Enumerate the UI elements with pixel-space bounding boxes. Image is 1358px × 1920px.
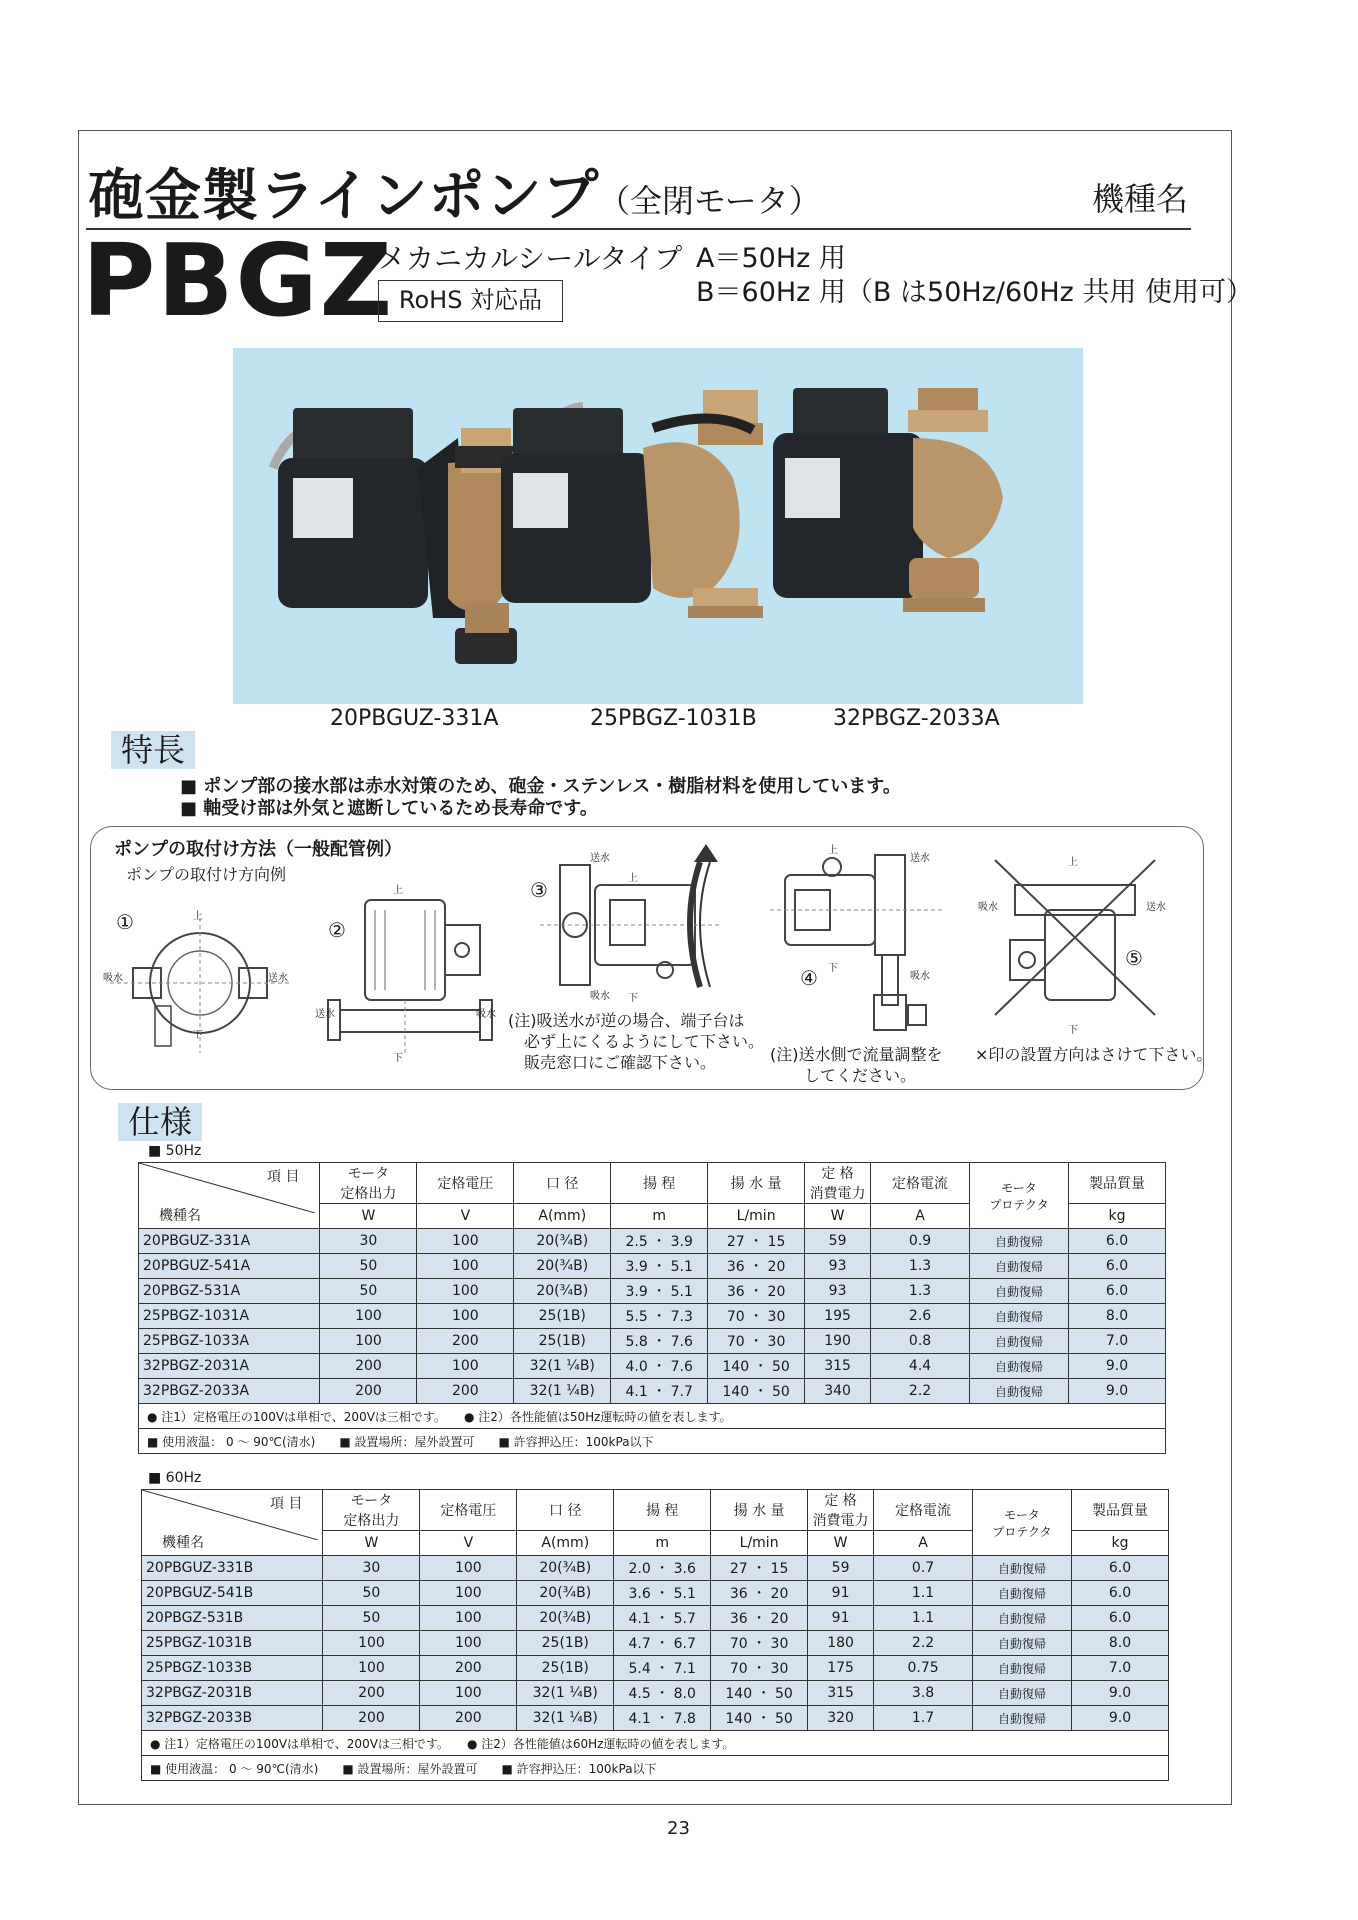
spec-cell: 6.0 <box>1069 1279 1166 1304</box>
spec-cell: 200 <box>323 1681 420 1706</box>
pump-illustration-3 <box>773 388 1003 612</box>
spec-cell: 9.0 <box>1069 1354 1166 1379</box>
spec-cell: 自動復帰 <box>973 1656 1072 1681</box>
spec-cell: 2.5 ・ 3.9 <box>611 1229 708 1254</box>
spec-cell: 100 <box>323 1631 420 1656</box>
spec-cell: 36 ・ 20 <box>711 1606 808 1631</box>
label-down-3: 下 <box>628 993 638 1004</box>
spec-cell: 70 ・ 30 <box>711 1656 808 1681</box>
seal-type: メカニカルシールタイプ <box>378 242 683 275</box>
model-cell: 25PBGZ-1031A <box>139 1304 320 1329</box>
spec-cell: 36 ・ 20 <box>708 1279 805 1304</box>
spec-cell: 4.0 ・ 7.6 <box>611 1354 708 1379</box>
label-up-2: 上 <box>393 885 403 896</box>
spec-cell: 5.4 ・ 7.1 <box>614 1656 711 1681</box>
install-num-1: ① <box>116 910 134 934</box>
model-cell: 32PBGZ-2031B <box>142 1681 323 1706</box>
spec-cell: 2.2 <box>871 1379 970 1404</box>
page-title: 砲金製ラインポンプ <box>88 164 600 229</box>
flow-header: 揚 水 量 <box>711 1490 808 1531</box>
bore-header: 口 径 <box>517 1490 614 1531</box>
bore-header: 口 径 <box>514 1163 611 1204</box>
spec-cell: 2.2 <box>874 1631 973 1656</box>
protector-header: モータ <box>1004 1507 1040 1522</box>
spec-cell: 32(1 ¼B) <box>514 1379 611 1404</box>
spec-cell: 0.8 <box>871 1329 970 1354</box>
spec-cell: 0.9 <box>871 1229 970 1254</box>
spec-cell: 93 <box>805 1254 871 1279</box>
install-num-4: ④ <box>800 966 818 990</box>
spec-cell: 315 <box>808 1681 874 1706</box>
install-note-3-line2: 必ず上にくるようにして下さい。 <box>524 1032 765 1051</box>
table-row <box>142 1656 1169 1681</box>
photo-caption-3: 32PBGZ-2033A <box>833 706 1000 731</box>
table-row <box>142 1681 1169 1706</box>
table-row <box>139 1329 1166 1354</box>
unit-cell: kg <box>1069 1204 1166 1229</box>
install-num-5: ⑤ <box>1125 946 1143 970</box>
model-cell: 20PBGUZ-331B <box>142 1556 323 1581</box>
spec-cell: 9.0 <box>1072 1706 1169 1731</box>
spec-cell: 180 <box>808 1631 874 1656</box>
spec-cell: 200 <box>420 1706 517 1731</box>
spec-cell: 自動復帰 <box>973 1581 1072 1606</box>
spec-cell: 9.0 <box>1069 1379 1166 1404</box>
spec-cell: 6.0 <box>1072 1581 1169 1606</box>
spec-cell: 59 <box>805 1229 871 1254</box>
unit-cell: L/min <box>711 1531 808 1556</box>
spec-cell: 100 <box>417 1254 514 1279</box>
voltage-header: 定格電圧 <box>420 1490 517 1531</box>
unit-cell: m <box>611 1204 708 1229</box>
spec-cell: 100 <box>420 1681 517 1706</box>
spec-cell: 自動復帰 <box>973 1681 1072 1706</box>
unit-cell: W <box>323 1531 420 1556</box>
spec-cell: 315 <box>805 1354 871 1379</box>
model-header: 機種名 <box>159 1208 201 1224</box>
freq-a-note: A＝50Hz 用 <box>696 243 846 274</box>
motor-output-header: モータ <box>350 1493 393 1509</box>
pump-illustration-2 <box>501 390 763 618</box>
spec-cell: 20(¾B) <box>517 1606 614 1631</box>
spec-cell: 140 ・ 50 <box>708 1379 805 1404</box>
rotation-arrow <box>680 842 730 992</box>
rohs-badge: RoHS 対応品 <box>378 280 563 322</box>
table-row <box>139 1229 1166 1254</box>
protector-header-2: プロテクタ <box>989 1197 1049 1212</box>
label-down-2: 下 <box>393 1053 403 1064</box>
model-cell: 20PBGUZ-541B <box>142 1581 323 1606</box>
spec-cell: 3.8 <box>874 1681 973 1706</box>
spec-cell: 93 <box>805 1279 871 1304</box>
spec-cell: 3.6 ・ 5.1 <box>614 1581 711 1606</box>
spec-cell: 3.9 ・ 5.1 <box>611 1279 708 1304</box>
unit-cell: W <box>805 1204 871 1229</box>
model-cell: 20PBGZ-531B <box>142 1606 323 1631</box>
spec-cell: 4.1 ・ 7.8 <box>614 1706 711 1731</box>
spec-cell: 50 <box>323 1581 420 1606</box>
spec-cell: 2.0 ・ 3.6 <box>614 1556 711 1581</box>
feature-item-2: ■ 軸受け部は外気と遮断しているため長寿命です。 <box>180 798 598 819</box>
install-note-4-line1: (注)送水側で流量調整を <box>770 1045 943 1064</box>
install-num-2: ② <box>328 918 346 942</box>
table-row <box>139 1254 1166 1279</box>
spec-cell: 1.1 <box>874 1581 973 1606</box>
label-up-5: 上 <box>1068 857 1078 868</box>
spec-cell: 27 ・ 15 <box>708 1229 805 1254</box>
spec-cell: 1.3 <box>871 1279 970 1304</box>
spec-cell: 25(1B) <box>517 1656 614 1681</box>
table-body-60hz <box>142 1556 1169 1731</box>
label-discharge-1: 送水 <box>268 973 288 984</box>
table-row <box>142 1556 1169 1581</box>
spec-cell: 3.9 ・ 5.1 <box>611 1254 708 1279</box>
model-cell: 32PBGZ-2033B <box>142 1706 323 1731</box>
item-header: 項 目 <box>267 1169 300 1185</box>
spec-cell: 20(¾B) <box>517 1581 614 1606</box>
model-label: 機種名 <box>1092 180 1189 218</box>
label-up-3: 上 <box>628 873 638 884</box>
spec-cell: 100 <box>323 1656 420 1681</box>
spec-cell: 30 <box>320 1229 417 1254</box>
voltage-header: 定格電圧 <box>417 1163 514 1204</box>
spec-cell: 25(1B) <box>514 1329 611 1354</box>
motor-output-header: モータ <box>347 1166 390 1182</box>
install-diagram-2 <box>320 880 500 1060</box>
model-cell: 25PBGZ-1031B <box>142 1631 323 1656</box>
unit-cell: A <box>874 1531 973 1556</box>
page-number: 23 <box>667 1818 690 1839</box>
table-row <box>139 1279 1166 1304</box>
feature-item-1: ■ ポンプ部の接水部は赤水対策のため、砲金・ステンレス・樹脂材料を使用しています。 <box>180 776 901 797</box>
spec-cell: 59 <box>808 1556 874 1581</box>
current-header: 定格電流 <box>874 1490 973 1531</box>
spec-cell: 70 ・ 30 <box>708 1304 805 1329</box>
spec-cell: 20(¾B) <box>514 1229 611 1254</box>
product-photo <box>233 348 1083 704</box>
spec-cell: 8.0 <box>1072 1631 1169 1656</box>
label-up-4: 上 <box>828 845 838 856</box>
current-header: 定格電流 <box>871 1163 970 1204</box>
label-suction-4: 吸水 <box>910 971 930 982</box>
spec-cell: 自動復帰 <box>970 1304 1069 1329</box>
spec-cell: 自動復帰 <box>970 1379 1069 1404</box>
spec-cell: 20(¾B) <box>517 1556 614 1581</box>
power-header-2: 消費電力 <box>809 1186 866 1202</box>
spec-cell: 100 <box>417 1279 514 1304</box>
table-note-60hz-1: ● 注1）定格電圧の100Vは単相で、200Vは三相です。 ● 注2）各性能値は60Hz運転時の値を表します。 <box>142 1731 1169 1756</box>
spec-cell: 50 <box>320 1254 417 1279</box>
spec-cell: 200 <box>417 1329 514 1354</box>
spec-cell: 1.7 <box>874 1706 973 1731</box>
spec-cell: 200 <box>417 1379 514 1404</box>
spec-cell: 自動復帰 <box>970 1279 1069 1304</box>
item-header: 項 目 <box>270 1496 303 1512</box>
label-down-4: 下 <box>828 963 838 974</box>
spec-cell: 100 <box>420 1581 517 1606</box>
power-header-2: 消費電力 <box>812 1513 869 1529</box>
protector-header-2: プロテクタ <box>992 1524 1052 1539</box>
table-row <box>142 1631 1169 1656</box>
spec-cell: 6.0 <box>1072 1556 1169 1581</box>
features-heading: 特長 <box>111 731 195 769</box>
spec-cell: 25(1B) <box>517 1631 614 1656</box>
unit-cell: V <box>420 1531 517 1556</box>
unit-cell: A <box>871 1204 970 1229</box>
spec-cell: 100 <box>420 1556 517 1581</box>
model-cell: 32PBGZ-2031A <box>139 1354 320 1379</box>
spec-cell: 自動復帰 <box>973 1631 1072 1656</box>
series-name: PBGZ <box>82 222 395 339</box>
label-discharge-5: 送水 <box>1146 902 1166 913</box>
spec-cell: 6.0 <box>1069 1254 1166 1279</box>
unit-cell: W <box>808 1531 874 1556</box>
spec-cell: 自動復帰 <box>970 1354 1069 1379</box>
spec-cell: 20(¾B) <box>514 1279 611 1304</box>
model-cell: 25PBGZ-1033A <box>139 1329 320 1354</box>
head-header: 揚 程 <box>611 1163 708 1204</box>
head-header: 揚 程 <box>614 1490 711 1531</box>
unit-cell: kg <box>1072 1531 1169 1556</box>
photo-caption-2: 25PBGZ-1031B <box>590 706 757 731</box>
table-note-50hz-2: ■ 使用液温： 0 ～ 90℃(清水) ■ 設置場所：屋外設置可 ■ 許容押込圧：100kPa以下 <box>139 1429 1166 1454</box>
spec-cell: 自動復帰 <box>973 1706 1072 1731</box>
freq-b-note: B＝60Hz 用（B は50Hz/60Hz 共用 使用可） <box>696 277 1253 308</box>
spec-cell: 50 <box>320 1279 417 1304</box>
flow-header: 揚 水 量 <box>708 1163 805 1204</box>
label-suction-1: 吸水 <box>103 973 123 984</box>
spec-cell: 340 <box>805 1379 871 1404</box>
label-discharge-3: 送水 <box>590 853 610 864</box>
spec-cell: 自動復帰 <box>970 1229 1069 1254</box>
table-row <box>139 1304 1166 1329</box>
installation-subtitle: ポンプの取付け方向例 <box>126 865 287 884</box>
spec-cell: 32(1 ¼B) <box>514 1354 611 1379</box>
spec-cell: 91 <box>808 1606 874 1631</box>
spec-cell: 4.5 ・ 8.0 <box>614 1681 711 1706</box>
model-header: 機種名 <box>162 1535 204 1551</box>
unit-cell: V <box>417 1204 514 1229</box>
spec-cell: 4.1 ・ 5.7 <box>614 1606 711 1631</box>
table-50hz-label: ■ 50Hz <box>148 1143 202 1159</box>
spec-cell: 200 <box>420 1656 517 1681</box>
spec-cell: 8.0 <box>1069 1304 1166 1329</box>
motor-output-header-2: 定格出力 <box>343 1513 400 1529</box>
label-down-1: 下 <box>193 1030 203 1041</box>
table-row <box>139 1379 1166 1404</box>
label-suction-5: 吸水 <box>978 902 998 913</box>
spec-cell: 1.1 <box>874 1606 973 1631</box>
table-row <box>142 1581 1169 1606</box>
model-cell: 20PBGZ-531A <box>139 1279 320 1304</box>
spec-cell: 195 <box>805 1304 871 1329</box>
spec-table-60hz <box>141 1489 1169 1781</box>
spec-cell: 4.4 <box>871 1354 970 1379</box>
unit-cell: m <box>614 1531 711 1556</box>
unit-cell: L/min <box>708 1204 805 1229</box>
spec-cell: 4.7 ・ 6.7 <box>614 1631 711 1656</box>
install-note-3-line1: (注)吸送水が逆の場合、端子台は <box>508 1011 745 1030</box>
spec-cell: 32(1 ¼B) <box>517 1681 614 1706</box>
spec-cell: 320 <box>808 1706 874 1731</box>
unit-cell: W <box>320 1204 417 1229</box>
photo-caption-1: 20PBGUZ-331A <box>330 706 499 731</box>
label-suction-2: 吸水 <box>476 1009 496 1020</box>
label-discharge-2: 送水 <box>315 1009 335 1020</box>
spec-cell: 27 ・ 15 <box>711 1556 808 1581</box>
install-note-3-line3: 販売窓口にご確認下さい。 <box>524 1053 717 1072</box>
install-note-4-line2: してください。 <box>804 1066 917 1085</box>
spec-cell: 200 <box>323 1706 420 1731</box>
unit-cell: A(mm) <box>514 1204 611 1229</box>
power-header: 定 格 <box>821 1166 854 1182</box>
spec-cell: 100 <box>417 1304 514 1329</box>
spec-cell: 70 ・ 30 <box>708 1329 805 1354</box>
spec-cell: 0.75 <box>874 1656 973 1681</box>
weight-header: 製品質量 <box>1072 1490 1169 1531</box>
power-header: 定 格 <box>824 1493 857 1509</box>
spec-cell: 70 ・ 30 <box>711 1631 808 1656</box>
spec-cell: 140 ・ 50 <box>711 1681 808 1706</box>
label-discharge-4: 送水 <box>910 853 930 864</box>
specs-heading: 仕様 <box>118 1103 202 1141</box>
install-num-3: ③ <box>530 878 548 902</box>
protector-header: モータ <box>1001 1180 1037 1195</box>
label-down-5: 下 <box>1068 1025 1078 1036</box>
spec-cell: 100 <box>320 1329 417 1354</box>
model-cell: 20PBGUZ-541A <box>139 1254 320 1279</box>
spec-cell: 100 <box>420 1631 517 1656</box>
spec-cell: 32(1 ¼B) <box>517 1706 614 1731</box>
spec-cell: 175 <box>808 1656 874 1681</box>
spec-cell: 自動復帰 <box>973 1606 1072 1631</box>
unit-cell: A(mm) <box>517 1531 614 1556</box>
install-diagram-5 <box>985 855 1165 1025</box>
spec-cell: 200 <box>320 1354 417 1379</box>
spec-cell: 4.1 ・ 7.7 <box>611 1379 708 1404</box>
label-up-1: 上 <box>193 911 203 922</box>
table-row <box>142 1606 1169 1631</box>
spec-cell: 140 ・ 50 <box>708 1354 805 1379</box>
spec-cell: 6.0 <box>1069 1229 1166 1254</box>
spec-cell: 6.0 <box>1072 1606 1169 1631</box>
spec-cell: 36 ・ 20 <box>711 1581 808 1606</box>
spec-cell: 2.6 <box>871 1304 970 1329</box>
installation-title: ポンプの取付け方法（一般配管例） <box>114 839 402 860</box>
spec-cell: 100 <box>420 1606 517 1631</box>
spec-cell: 100 <box>417 1354 514 1379</box>
spec-cell: 7.0 <box>1072 1656 1169 1681</box>
spec-cell: 自動復帰 <box>973 1556 1072 1581</box>
spec-cell: 25(1B) <box>514 1304 611 1329</box>
table-60hz-label: ■ 60Hz <box>148 1470 202 1486</box>
motor-output-header-2: 定格出力 <box>340 1186 397 1202</box>
spec-cell: 1.3 <box>871 1254 970 1279</box>
table-note-60hz-2: ■ 使用液温： 0 ～ 90℃(清水) ■ 設置場所：屋外設置可 ■ 許容押込圧：100kPa以下 <box>142 1756 1169 1781</box>
table-note-50hz-1: ● 注1）定格電圧の100Vは単相で、200Vは三相です。 ● 注2）各性能値は50Hz運転時の値を表します。 <box>139 1404 1166 1429</box>
spec-cell: 0.7 <box>874 1556 973 1581</box>
spec-cell: 36 ・ 20 <box>708 1254 805 1279</box>
spec-cell: 30 <box>323 1556 420 1581</box>
model-cell: 25PBGZ-1033B <box>142 1656 323 1681</box>
label-suction-3: 吸水 <box>590 991 610 1002</box>
table-row <box>142 1706 1169 1731</box>
spec-cell: 7.0 <box>1069 1329 1166 1354</box>
table-row <box>139 1354 1166 1379</box>
spec-cell: 50 <box>323 1606 420 1631</box>
weight-header: 製品質量 <box>1069 1163 1166 1204</box>
spec-cell: 5.8 ・ 7.6 <box>611 1329 708 1354</box>
spec-cell: 140 ・ 50 <box>711 1706 808 1731</box>
table-body-50hz <box>139 1229 1166 1404</box>
spec-cell: 190 <box>805 1329 871 1354</box>
install-note-5: ×印の設置方向はさけて下さい。 <box>975 1045 1213 1064</box>
spec-cell: 5.5 ・ 7.3 <box>611 1304 708 1329</box>
spec-cell: 91 <box>808 1581 874 1606</box>
spec-cell: 自動復帰 <box>970 1329 1069 1354</box>
spec-table-50hz <box>138 1162 1166 1454</box>
model-cell: 20PBGUZ-331A <box>139 1229 320 1254</box>
spec-cell: 100 <box>320 1304 417 1329</box>
spec-cell: 9.0 <box>1072 1681 1169 1706</box>
spec-cell: 100 <box>417 1229 514 1254</box>
model-cell: 32PBGZ-2033A <box>139 1379 320 1404</box>
title-subtitle: （全閉モータ） <box>598 182 821 220</box>
spec-cell: 200 <box>320 1379 417 1404</box>
install-diagram-4 <box>770 845 950 1040</box>
spec-cell: 20(¾B) <box>514 1254 611 1279</box>
spec-cell: 自動復帰 <box>970 1254 1069 1279</box>
